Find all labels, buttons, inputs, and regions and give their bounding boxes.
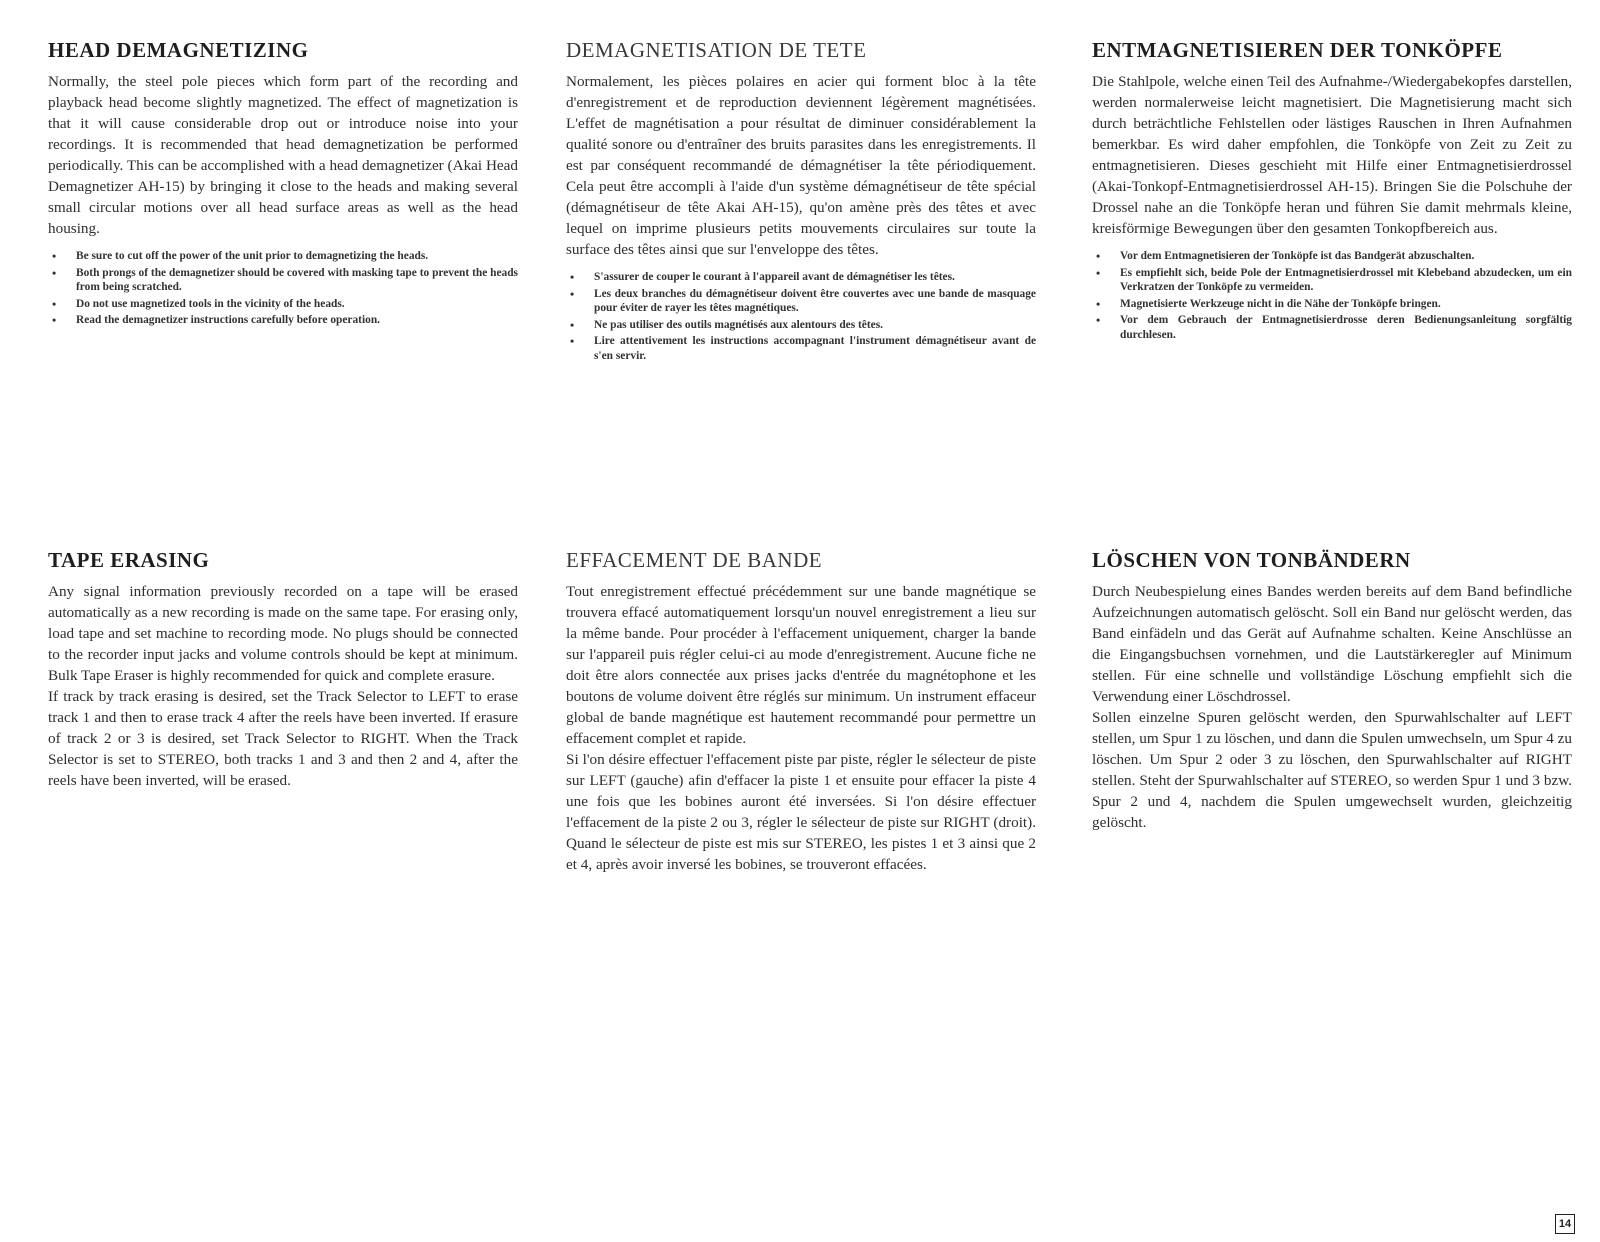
bullet-icon: •: [570, 286, 575, 301]
section-paragraph: Si l'on désire effectuer l'effacement piste par piste, régler le sélecteur de piste sur LEFT (gauche) afin d'effacer la piste 1 et ensuite pour effacer la piste 4 une fois que les bobines auront été inversées. Si l'on désire effectuer l'effacement de la piste 2 ou 3, régler le sélecteur de piste sur RIGHT (droit). Quand le sélecteur de piste est mis sur STEREO, les pistes 1 et 3 ainsi que 2 et 4, après avoir inversé les bobines, se trouveront effacées.: [566, 751, 1036, 873]
section-title: LÖSCHEN VON TONBÄNDERN: [1092, 548, 1411, 572]
note-item: • S'assurer de couper le courant à l'appareil avant de démagnétiser les têtes.: [570, 270, 955, 284]
section-paragraph: Any signal information previously recorded on a tape will be erased automatically as a new recording is made on the same tape. For erasing only, load tape and set machine to recording mode. No plugs should be connected to the recorder input jacks and volume controls should be kept at minimum. Bulk Tape Eraser is highly recommended for quick and complete erasure.: [48, 583, 518, 684]
section-tape-erasing-en: [48, 548, 518, 791]
bullet-icon: •: [570, 317, 575, 332]
note-item: • Vor dem Gebrauch der Entmagnetisierdrosse deren Bedienungsanleitung sorgfältig durchlesen.: [1096, 313, 1572, 341]
section-title: DEMAGNETISATION DE TETE: [566, 38, 867, 62]
section-paragraph: If track by track erasing is desired, set the Track Selector to LEFT to erase track 1 and then to erase track 4 after the reels have been inverted. If erasure of track 2 or 3 is desired, set Track Selector to RIGHT. When the Track Selector is set to STEREO, both tracks 1 and 3 and then 2 and 4, after the reels have been inverted, will be erased.: [48, 688, 518, 789]
section-head-demagnetizing-fr: [566, 38, 1036, 365]
notes-list: [566, 270, 1036, 363]
page-number: 14: [1555, 1214, 1575, 1234]
section-title: HEAD DEMAGNETIZING: [48, 38, 309, 62]
section-title: EFFACEMENT DE BANDE: [566, 548, 823, 572]
bullet-icon: •: [1096, 265, 1101, 280]
bullet-icon: •: [1096, 313, 1101, 327]
bullet-icon: •: [570, 270, 575, 284]
note-item: • Be sure to cut off the power of the unit prior to demagnetizing the heads.: [52, 249, 429, 263]
section-paragraph: Sollen einzelne Spuren gelöscht werden, den Spurwahlschalter auf LEFT stellen, um Spur 1 zu löschen, und dann die Spulen umwechseln, um Spur 4 zu löschen. Um Spur 2 oder 3 zu löschen, den Spurwahlschalter auf RIGHT stellen. Steht der Spurwahlschalter auf STEREO, so werden Spur 1 und 3 bzw. Spur 2 und 4, nachdem die Spulen umgewechselt wurden, gleichzeitig gelöscht.: [1092, 709, 1572, 831]
notes-list: [48, 249, 518, 328]
bullet-icon: •: [52, 313, 57, 327]
section-body: Normally, the steel pole pieces which form part of the recording and playback head become slightly magnetized. The effect of magnetization is that it will cause considerable drop out or introduce noise into your recordings. It is recommended that head demagnetization be performed periodically. This can be accomplished with a head demagnetizer (Akai Head Demagnetizer AH-15) by bringing it close to the heads and making several small circular motions over all head surface areas as well as the head housing.: [48, 73, 518, 237]
note-item: • Read the demagnetizer instructions carefully before operation.: [52, 313, 381, 327]
section-tape-erasing-de: [1092, 548, 1572, 833]
note-item: • Es empfiehlt sich, beide Pole der Entmagnetisierdrossel mit Klebeband abzudecken, um ein Verkratzen der Tonköpfe zu vermeiden.: [1096, 265, 1572, 293]
note-item: • Vor dem Entmagnetisieren der Tonköpfe ist das Bandgerät abzuschalten.: [1096, 249, 1475, 263]
notes-list: [1092, 249, 1572, 342]
bullet-icon: •: [52, 265, 57, 280]
bullet-icon: •: [1096, 249, 1101, 263]
note-item: • Ne pas utiliser des outils magnétisés aux alentours des têtes.: [570, 317, 883, 332]
section-head-demagnetizing-en: [48, 38, 518, 330]
section-body: Die Stahlpole, welche einen Teil des Aufnahme-/Wiedergabekopfes darstellen, werden normalerweise leicht magnetisiert. Die Magnetisierung macht sich durch beträchtliche Fehlstellen oder lästiges Rauschen in Ihren Aufnahmen bemerkbar. Es wird daher empfohlen, die Tonköpfe von Zeit zu Zeit zu entmagnetisieren. Dieses geschieht mit Hilfe einer Entmagnetisierdrossel (Akai-Tonkopf-Entmagnetisierdrossel AH-15). Bringen Sie die Polschuhe der Drossel nahe an die Tonköpfe heran und führen Sie damit mehrmals kleine, kreisförmige Bewegungen über den gesamten Tonkopfbereich aus.: [1092, 73, 1572, 237]
bullet-icon: •: [52, 296, 57, 311]
bullet-icon: •: [570, 334, 575, 348]
section-title: TAPE ERASING: [48, 548, 210, 572]
section-title: ENTMAGNETISIEREN DER TONKÖPFE: [1092, 38, 1503, 62]
section-body: Normalement, les pièces polaires en acier qui forment bloc à la tête d'enregistrement et de reproduction deviennent légèrement magnétisées. L'effet de magnétisation a pour résultat de diminuer considérablement la qualité sonore ou d'entraîner des bruits parasites dans les enregistrements. Il est par conséquent recommandé de démagnétiser la tête périodiquement. Cela peut être accompli à l'aide d'un système démagnétiseur de tête spécial (démagnétiseur de tête Akai AH-15), qu'on amène près des têtes et avec lequel on imprime plusieurs petits mouvements circulaires sur toute la surface des têtes ainsi que sur l'enveloppe des têtes.: [566, 73, 1036, 258]
bullet-icon: •: [1096, 296, 1101, 311]
section-paragraph: Durch Neubespielung eines Bandes werden bereits auf dem Band befindliche Aufzeichnungen automatisch gelöscht. Soll ein Band nur gelöscht werden, das Band einfädeln und das Gerät auf Aufnahme schalten. Keine Anschlüsse an die Eingangsbuchsen vornehmen, und die Lautstärkeregler auf Minimum stellen. Für eine schnelle und vollständige Löschung empfiehlt sich die Verwendung einer Löschdrossel.: [1092, 583, 1572, 705]
note-item: • Lire attentivement les instructions accompagnant l'instrument démagnétiseur avant de s'en servir.: [570, 334, 1036, 362]
section-head-demagnetizing-de: [1092, 38, 1572, 344]
section-tape-erasing-fr: [566, 548, 1036, 875]
bullet-icon: •: [52, 249, 57, 263]
section-paragraph: Tout enregistrement effectué précédemment sur une bande magnétique se trouvera effacé automatiquement lorsqu'un nouvel enregistrement a lieu sur la même bande. Pour procéder à l'effacement uniquement, charger la bande sur l'appareil puis régler celui-ci au mode d'enregistrement. Aucune fiche ne doit être alors connectée aux prises jacks d'entrée du magnétophone et les boutons de volume doivent être réglés sur minimum. Un instrument effaceur global de bande magnétique est hautement recommandé pour permettre un effacement complet et rapide.: [566, 583, 1036, 747]
note-item: • Both prongs of the demagnetizer should be covered with masking tape to prevent the heads from being scratched.: [52, 265, 518, 293]
note-item: • Do not use magnetized tools in the vicinity of the heads.: [52, 296, 345, 311]
note-item: • Magnetisierte Werkzeuge nicht in die Nähe der Tonköpfe bringen.: [1096, 296, 1441, 311]
note-item: • Les deux branches du démagnétiseur doivent être couvertes avec une bande de masquage pour éviter de rayer les têtes magnétiques.: [570, 286, 1036, 314]
